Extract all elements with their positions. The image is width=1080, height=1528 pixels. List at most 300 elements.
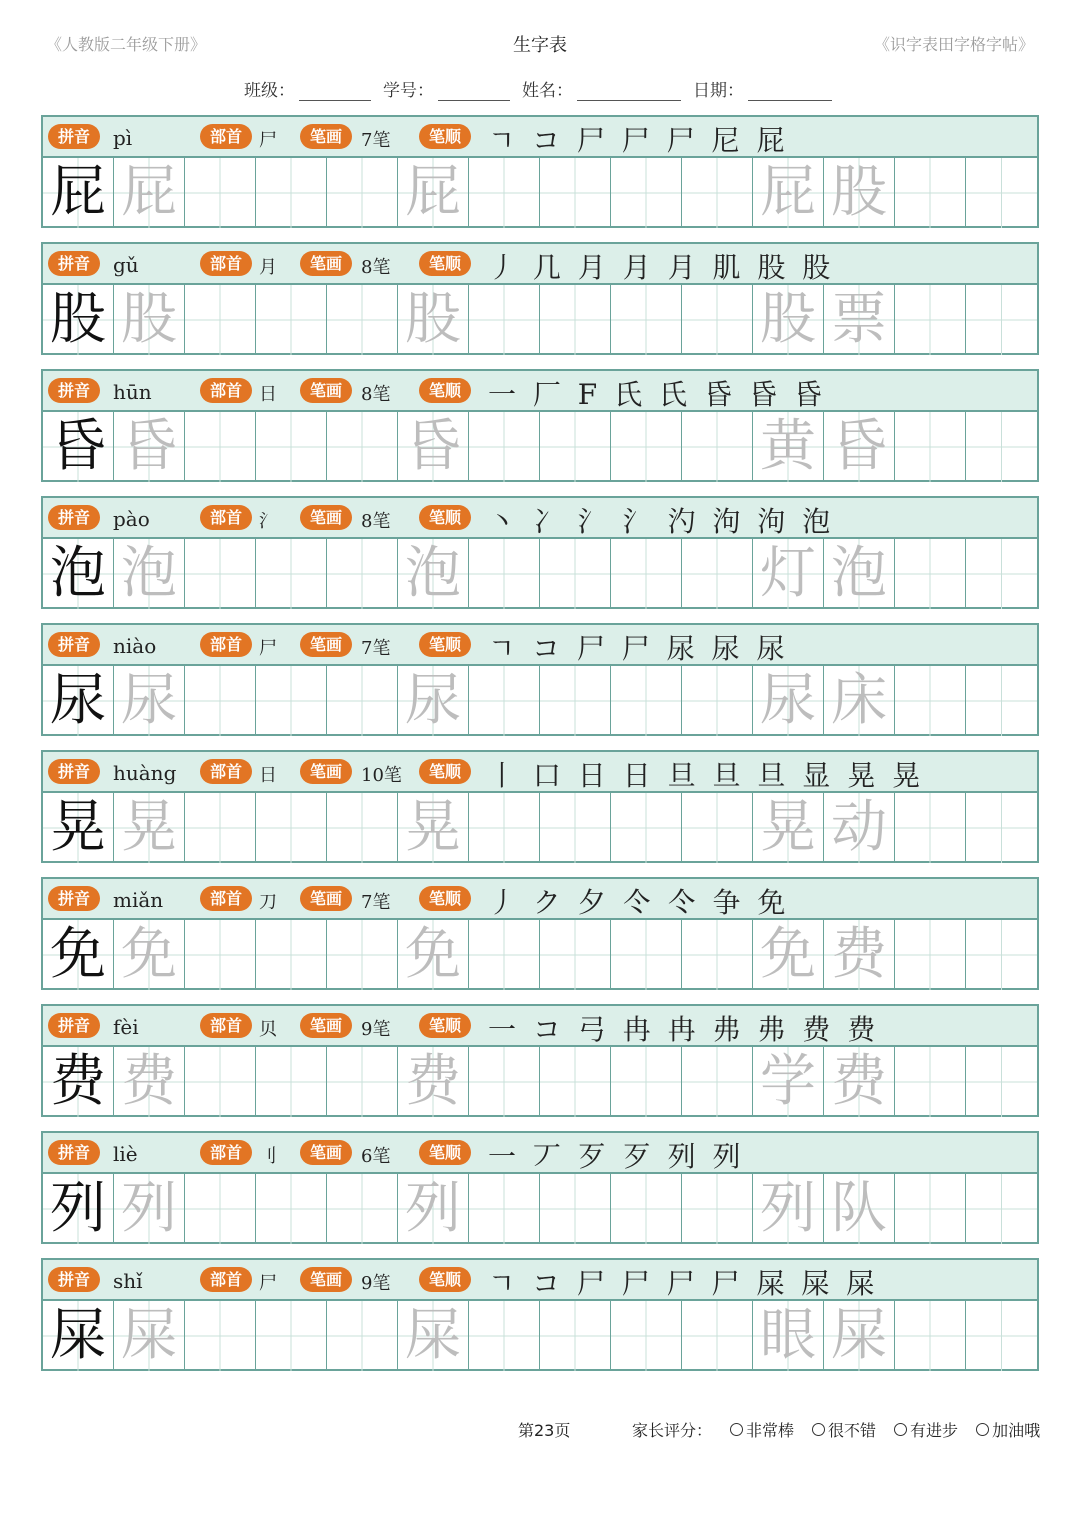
tian-grid-cell[interactable] [966,158,1037,228]
tian-grid-cell[interactable] [682,666,753,736]
tian-grid-cell[interactable] [185,412,256,482]
tian-grid-cell[interactable] [966,666,1037,736]
order-tag: 笔顺 [419,505,471,530]
radical-tag: 部首 [200,1267,252,1292]
radio-circle-icon[interactable] [894,1423,907,1436]
tian-grid-cell[interactable] [398,539,469,609]
word-character: 屁 [760,160,816,225]
tian-grid-cell[interactable] [256,1174,327,1244]
word-character: 泡 [831,541,887,606]
tian-grid-cell[interactable] [611,285,682,355]
tian-grid-cell[interactable] [185,1301,256,1371]
word-character: 学 [760,1049,816,1114]
word-character: 黄 [760,414,816,479]
info-field-blank[interactable] [299,82,371,101]
tian-grid-cell[interactable] [469,158,540,228]
stroke-order: ㄱ コ 尸 尸 尸 尼 屁 [488,124,789,157]
tian-grid-cell[interactable] [682,412,753,482]
word-character: 动 [831,795,887,860]
tian-grid-cell[interactable] [327,1301,398,1371]
tian-grid-cell[interactable] [327,1047,398,1117]
character-entry [41,1258,1039,1371]
tian-grid-cell[interactable] [966,285,1037,355]
tian-grid-cell[interactable] [185,666,256,736]
trace-character: 尿 [121,668,177,733]
tian-grid-cell[interactable] [256,412,327,482]
tian-grid-cell[interactable] [611,793,682,863]
tian-grid-cell[interactable] [398,666,469,736]
order-tag: 笔顺 [419,1013,471,1038]
word-character: 票 [831,287,887,352]
tian-grid-cell[interactable] [682,1047,753,1117]
info-field-blank[interactable] [577,82,681,101]
pinyin-value: pì [113,126,133,150]
radical-tag: 部首 [200,251,252,276]
rating-option-label: 加油哦 [992,1421,1041,1440]
model-character: 尿 [50,668,106,733]
tian-grid-cell[interactable] [327,539,398,609]
model-character: 昏 [50,414,106,479]
tian-grid-cell[interactable] [185,920,256,990]
trace-character: 昏 [121,414,177,479]
word-character: 床 [831,668,887,733]
tian-grid-cell[interactable] [43,158,114,228]
rating-option-label: 很不错 [828,1421,877,1440]
tian-grid-cell[interactable] [469,1047,540,1117]
rating-label: 家长评分： [632,1421,713,1440]
radical-value: 月 [259,257,277,278]
tian-grid-cell[interactable] [43,793,114,863]
entry-info-bar [43,498,1037,539]
rating-option[interactable] [976,1418,1040,1441]
page-title: 生字表 [513,35,567,56]
tian-grid-cell[interactable] [682,1301,753,1371]
tian-grid-cell[interactable] [398,1174,469,1244]
tian-grid-cell[interactable] [895,1047,966,1117]
trace-character: 屁 [121,160,177,225]
tian-grid-cell[interactable] [469,1174,540,1244]
radio-circle-icon[interactable] [812,1423,825,1436]
tian-grid-cell[interactable] [327,920,398,990]
tian-grid-cell[interactable] [43,1301,114,1371]
tian-grid-cell[interactable] [611,539,682,609]
book-title: 《人教版二年级下册》 [46,35,207,54]
tian-grid-cell[interactable] [185,158,256,228]
tian-grid-cell[interactable] [43,285,114,355]
tian-grid-cell[interactable] [185,1174,256,1244]
tian-grid-cell[interactable] [966,412,1037,482]
pinyin-value: niào [113,634,157,658]
strokes-value: 7笔 [361,638,391,659]
radical-tag: 部首 [200,886,252,911]
word-character: 晃 [760,795,816,860]
tian-grid-cell[interactable] [824,1174,895,1244]
tian-grid-cell[interactable] [114,920,185,990]
info-field-blank[interactable] [438,82,510,101]
entry-info-bar [43,625,1037,666]
trace-character: 免 [405,922,461,987]
tian-grid-cell[interactable] [540,158,611,228]
strokes-tag: 笔画 [300,632,352,657]
tian-grid-cell[interactable] [540,666,611,736]
order-tag: 笔顺 [419,251,471,276]
trace-character: 晃 [121,795,177,860]
tian-grid-cell[interactable] [682,285,753,355]
tian-grid-cell[interactable] [185,285,256,355]
tian-grid-cell[interactable] [398,412,469,482]
tian-grid-cell[interactable] [114,158,185,228]
word-character: 费 [831,922,887,987]
tian-grid-cell[interactable] [753,412,824,482]
pinyin-tag: 拼音 [48,251,100,276]
tian-grid-cell[interactable] [682,793,753,863]
practice-grid [43,158,1037,228]
tian-grid-cell[interactable] [753,666,824,736]
order-tag: 笔顺 [419,759,471,784]
tian-grid-cell[interactable] [469,793,540,863]
strokes-value: 8笔 [361,384,391,405]
word-character: 屎 [831,1303,887,1368]
tian-grid-cell[interactable] [611,1301,682,1371]
radical-tag: 部首 [200,378,252,403]
entry-info-bar [43,1006,1037,1047]
stroke-order: 丶 冫 氵 氵 汋 泃 泃 泡 [488,505,835,538]
tian-grid-cell[interactable] [43,920,114,990]
tian-grid-cell[interactable] [682,539,753,609]
tian-grid-cell[interactable] [682,1174,753,1244]
info-field-1[interactable] [383,76,510,101]
pinyin-value: pào [113,507,150,531]
entry-info-bar [43,1260,1037,1301]
strokes-tag: 笔画 [300,1140,352,1165]
tian-grid-cell[interactable] [469,666,540,736]
tian-grid-cell[interactable] [966,920,1037,990]
radical-value: 贝 [259,1019,277,1040]
tian-grid-cell[interactable] [611,1174,682,1244]
trace-character: 泡 [121,541,177,606]
practice-grid [43,666,1037,736]
tian-grid-cell[interactable] [256,539,327,609]
pinyin-value: liè [113,1142,138,1166]
trace-character: 费 [405,1049,461,1114]
pinyin-value: miǎn [113,888,164,912]
entry-info-bar [43,117,1037,158]
tian-grid-cell[interactable] [469,412,540,482]
pinyin-tag: 拼音 [48,378,100,403]
tian-grid-cell[interactable] [966,793,1037,863]
tian-grid-cell[interactable] [540,1174,611,1244]
radical-tag: 部首 [200,1140,252,1165]
tian-grid-cell[interactable] [824,158,895,228]
info-field-2[interactable] [522,76,681,101]
practice-grid [43,539,1037,609]
trace-character: 免 [121,922,177,987]
trace-character: 尿 [405,668,461,733]
practice-grid [43,1047,1037,1117]
tian-grid-cell[interactable] [256,1301,327,1371]
trace-character: 昏 [405,414,461,479]
tian-grid-cell[interactable] [185,539,256,609]
tian-grid-cell[interactable] [682,158,753,228]
tian-grid-cell[interactable] [895,920,966,990]
radical-value: 日 [259,384,277,405]
character-entry [41,496,1039,609]
word-character: 灯 [760,541,816,606]
trace-character: 屁 [405,160,461,225]
radio-circle-icon[interactable] [730,1423,743,1436]
tian-grid-cell[interactable] [824,1301,895,1371]
tian-grid-cell[interactable] [611,158,682,228]
strokes-tag: 笔画 [300,1267,352,1292]
rating-option[interactable] [812,1418,876,1441]
pinyin-value: gǔ [113,253,139,277]
tian-grid-cell[interactable] [611,666,682,736]
tian-grid-cell[interactable] [753,1301,824,1371]
tian-grid-cell[interactable] [966,539,1037,609]
tian-grid-cell[interactable] [398,793,469,863]
tian-grid-cell[interactable] [895,666,966,736]
tian-grid-cell[interactable] [682,920,753,990]
model-character: 晃 [50,795,106,860]
word-character: 列 [760,1176,816,1241]
entry-info-bar [43,752,1037,793]
order-tag: 笔顺 [419,378,471,403]
tian-grid-cell[interactable] [327,793,398,863]
student-info [244,76,844,101]
order-tag: 笔顺 [419,124,471,149]
tian-grid-cell[interactable] [540,920,611,990]
radical-value: 尸 [259,130,277,151]
strokes-value: 8笔 [361,511,391,532]
tian-grid-cell[interactable] [43,1174,114,1244]
strokes-value: 7笔 [361,892,391,913]
tian-grid-cell[interactable] [824,920,895,990]
tian-grid-cell[interactable] [327,412,398,482]
model-character: 列 [50,1176,106,1241]
tian-grid-cell[interactable] [895,539,966,609]
pinyin-value: fèi [113,1015,139,1039]
character-table [41,115,1039,1385]
pinyin-tag: 拼音 [48,1140,100,1165]
tian-grid-cell[interactable] [398,1047,469,1117]
tian-grid-cell[interactable] [540,412,611,482]
rating-option[interactable] [894,1418,958,1441]
info-field-0[interactable] [244,76,371,101]
pinyin-tag: 拼音 [48,632,100,657]
pinyin-value: hūn [113,380,152,404]
strokes-tag: 笔画 [300,759,352,784]
tian-grid-cell[interactable] [895,158,966,228]
tian-grid-cell[interactable] [256,666,327,736]
tian-grid-cell[interactable] [114,1301,185,1371]
strokes-tag: 笔画 [300,124,352,149]
tian-grid-cell[interactable] [824,539,895,609]
rating-option-label: 非常棒 [746,1421,795,1440]
tian-grid-cell[interactable] [895,412,966,482]
tian-grid-cell[interactable] [824,412,895,482]
tian-grid-cell[interactable] [540,285,611,355]
trace-character: 晃 [405,795,461,860]
tian-grid-cell[interactable] [256,285,327,355]
tian-grid-cell[interactable] [43,1047,114,1117]
tian-grid-cell[interactable] [753,158,824,228]
stroke-order: 丨 口 日 日 旦 旦 旦 显 晃 晃 [488,759,925,792]
strokes-value: 10笔 [361,765,402,786]
info-field-label: 日期： [693,81,744,101]
character-entry [41,1004,1039,1117]
pinyin-tag: 拼音 [48,1013,100,1038]
tian-grid-cell[interactable] [256,920,327,990]
parent-rating [632,1418,1040,1441]
tian-grid-cell[interactable] [43,539,114,609]
tian-grid-cell[interactable] [469,1301,540,1371]
tian-grid-cell[interactable] [753,539,824,609]
tian-grid-cell[interactable] [256,1047,327,1117]
tian-grid-cell[interactable] [824,793,895,863]
tian-grid-cell[interactable] [540,1301,611,1371]
tian-grid-cell[interactable] [824,666,895,736]
tian-grid-cell[interactable] [540,1047,611,1117]
tian-grid-cell[interactable] [895,285,966,355]
trace-character: 股 [405,287,461,352]
word-character: 队 [831,1176,887,1241]
tian-grid-cell[interactable] [114,1047,185,1117]
tian-grid-cell[interactable] [398,158,469,228]
word-character: 免 [760,922,816,987]
strokes-value: 7笔 [361,130,391,151]
tian-grid-cell[interactable] [895,793,966,863]
character-entry [41,115,1039,228]
tian-grid-cell[interactable] [611,1047,682,1117]
radical-tag: 部首 [200,759,252,784]
character-entry [41,369,1039,482]
tian-grid-cell[interactable] [114,412,185,482]
tian-grid-cell[interactable] [327,285,398,355]
tian-grid-cell[interactable] [398,285,469,355]
tian-grid-cell[interactable] [753,793,824,863]
character-entry [41,750,1039,863]
rating-option[interactable] [730,1418,794,1441]
tian-grid-cell[interactable] [753,920,824,990]
tian-grid-cell[interactable] [966,1174,1037,1244]
tian-grid-cell[interactable] [824,1047,895,1117]
word-character: 股 [831,160,887,225]
tian-grid-cell[interactable] [256,158,327,228]
character-entry [41,623,1039,736]
tian-grid-cell[interactable] [43,666,114,736]
stroke-order: 丿 ク 夕 仒 仒 争 免 [488,886,790,919]
practice-grid [43,285,1037,355]
pinyin-tag: 拼音 [48,759,100,784]
tian-grid-cell[interactable] [540,793,611,863]
tian-grid-cell[interactable] [43,412,114,482]
practice-grid [43,793,1037,863]
word-character: 昏 [831,414,887,479]
rating-option-label: 有进步 [910,1421,959,1440]
tian-grid-cell[interactable] [753,1174,824,1244]
strokes-tag: 笔画 [300,505,352,530]
tian-grid-cell[interactable] [185,793,256,863]
trace-character: 泡 [405,541,461,606]
tian-grid-cell[interactable] [966,1047,1037,1117]
tian-grid-cell[interactable] [114,539,185,609]
tian-grid-cell[interactable] [469,539,540,609]
tian-grid-cell[interactable] [540,539,611,609]
tian-grid-cell[interactable] [327,158,398,228]
strokes-tag: 笔画 [300,886,352,911]
tian-grid-cell[interactable] [327,1174,398,1244]
stroke-order: 丿 几 月 月 月 肌 股 股 [488,251,835,284]
tian-grid-cell[interactable] [398,1301,469,1371]
stroke-order: 一 コ 弓 冉 冉 弗 弗 费 费 [488,1013,880,1046]
strokes-value: 6笔 [361,1146,391,1167]
pinyin-tag: 拼音 [48,1267,100,1292]
tian-grid-cell[interactable] [114,793,185,863]
radical-tag: 部首 [200,632,252,657]
trace-character: 屎 [405,1303,461,1368]
tian-grid-cell[interactable] [753,1047,824,1117]
entry-info-bar [43,244,1037,285]
pinyin-tag: 拼音 [48,886,100,911]
tian-grid-cell[interactable] [611,920,682,990]
tian-grid-cell[interactable] [114,666,185,736]
tian-grid-cell[interactable] [895,1174,966,1244]
tian-grid-cell[interactable] [611,412,682,482]
stroke-order: ㄱ コ 尸 尸 尿 尿 尿 [488,632,789,665]
radio-circle-icon[interactable] [976,1423,989,1436]
model-character: 屎 [50,1303,106,1368]
tian-grid-cell[interactable] [256,793,327,863]
strokes-tag: 笔画 [300,1013,352,1038]
info-field-3[interactable] [693,76,832,101]
model-character: 免 [50,922,106,987]
tian-grid-cell[interactable] [469,920,540,990]
model-character: 泡 [50,541,106,606]
info-field-label: 学号： [383,81,434,101]
tian-grid-cell[interactable] [114,1174,185,1244]
word-character: 尿 [760,668,816,733]
radical-value: 日 [259,765,277,786]
radical-value: 尸 [259,1273,277,1294]
radical-tag: 部首 [200,1013,252,1038]
series-title: 《识字表田字格字帖》 [873,35,1034,54]
tian-grid-cell[interactable] [114,285,185,355]
radical-value: 刀 [259,892,277,913]
practice-grid [43,1301,1037,1371]
word-character: 眼 [760,1303,816,1368]
trace-character: 列 [405,1176,461,1241]
tian-grid-cell[interactable] [327,666,398,736]
info-field-label: 班级： [244,81,295,101]
info-field-label: 姓名： [522,81,573,101]
tian-grid-cell[interactable] [185,1047,256,1117]
tian-grid-cell[interactable] [895,1301,966,1371]
practice-grid [43,920,1037,990]
order-tag: 笔顺 [419,886,471,911]
order-tag: 笔顺 [419,1267,471,1292]
character-entry [41,242,1039,355]
stroke-order: 一 丆 歹 歹 列 列 [488,1140,745,1173]
tian-grid-cell[interactable] [966,1301,1037,1371]
tian-grid-cell[interactable] [753,285,824,355]
trace-character: 屎 [121,1303,177,1368]
tian-grid-cell[interactable] [469,285,540,355]
practice-grid [43,412,1037,482]
info-field-blank[interactable] [748,82,832,101]
tian-grid-cell[interactable] [398,920,469,990]
entry-info-bar [43,879,1037,920]
tian-grid-cell[interactable] [824,285,895,355]
